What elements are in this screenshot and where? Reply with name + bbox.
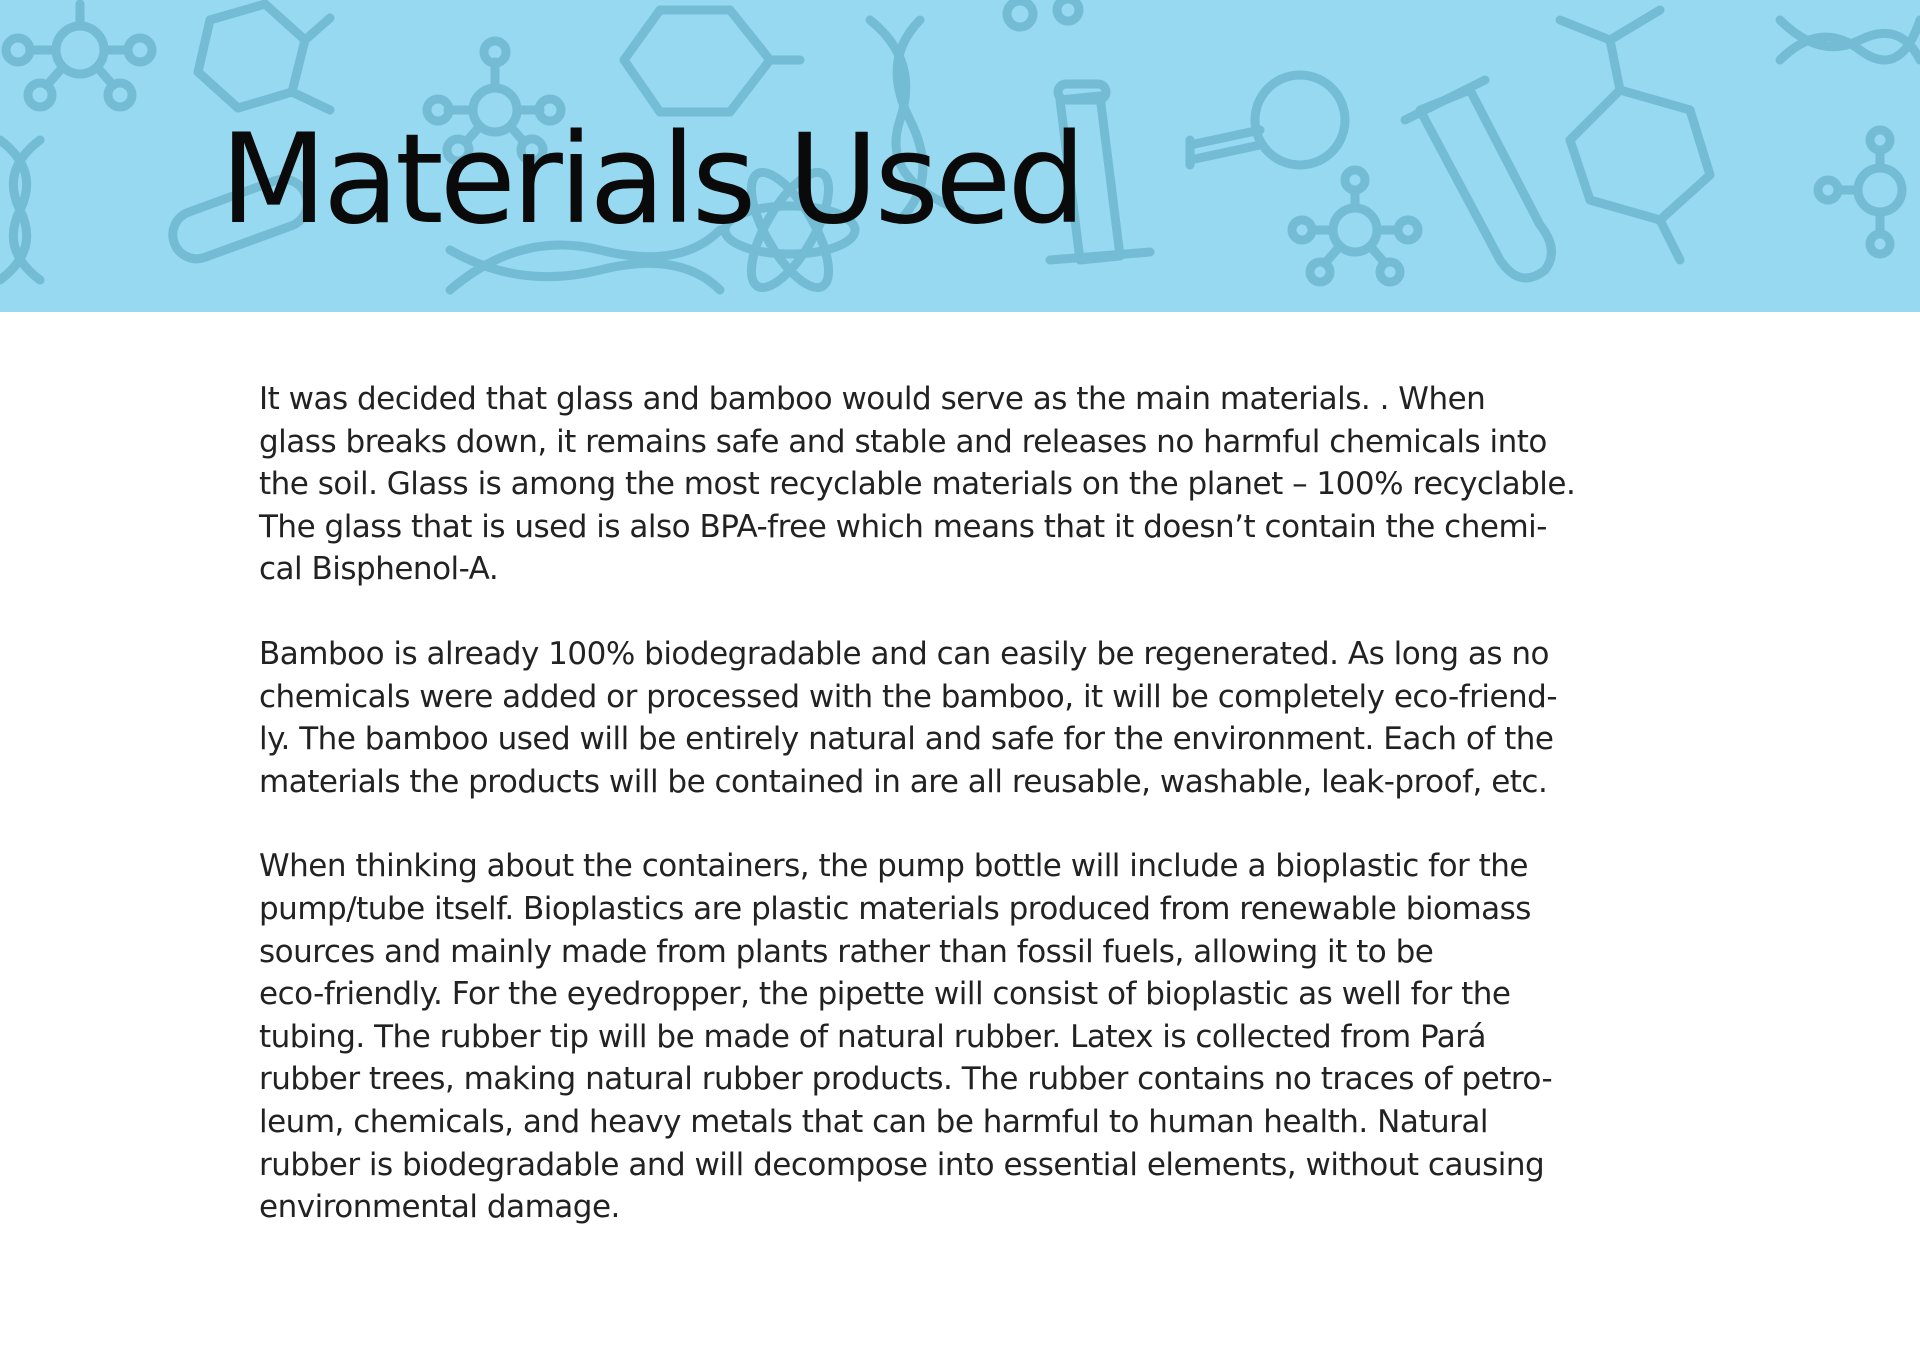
text-line: cal Bisphenol-A.	[259, 551, 499, 588]
text-line: glass breaks down, it remains safe and stable and releases no harmful chemicals into	[259, 423, 1547, 460]
text-line: Bamboo is already 100% biodegradable and can easily be regenerated. As long as no	[259, 635, 1549, 672]
text-line: sources and mainly made from plants rather than fossil fuels, allowing it to be	[259, 933, 1434, 970]
body-text	[259, 378, 1671, 1271]
text-line: eco-friendly. For the eyedropper, the pipette will consist of bioplastic as well for the	[259, 976, 1511, 1013]
text-line: chemicals were added or processed with the bamboo, it will be completely eco-friend-	[259, 678, 1558, 715]
text-line: environmental damage.	[259, 1189, 620, 1226]
text-line: rubber is biodegradable and will decompose into essential elements, without causing	[259, 1146, 1545, 1183]
page-title: Materials Used	[220, 108, 1083, 252]
header-banner	[0, 0, 1920, 312]
text-line: leum, chemicals, and heavy metals that can be harmful to human health. Natural	[259, 1103, 1488, 1140]
text-line: pump/tube itself. Bioplastics are plastic materials produced from renewable biomass	[259, 890, 1531, 927]
text-line: the soil. Glass is among the most recyclable materials on the planet – 100% recyclable.	[259, 466, 1576, 503]
text-line: When thinking about the containers, the pump bottle will include a bioplastic for the	[259, 848, 1529, 885]
paragraph-bamboo	[259, 633, 1671, 803]
paragraph-containers	[259, 845, 1671, 1228]
text-line: The glass that is used is also BPA-free which means that it doesn’t contain the chemi-	[259, 508, 1547, 545]
paragraph-glass	[259, 378, 1671, 591]
text-line: materials the products will be contained in are all reusable, washable, leak-proof, etc.	[259, 763, 1548, 800]
text-line: ly. The bamboo used will be entirely natural and safe for the environment. Each of the	[259, 721, 1554, 758]
text-line: It was decided that glass and bamboo would serve as the main materials. . When	[259, 381, 1486, 417]
text-line: rubber trees, making natural rubber products. The rubber contains no traces of petro-	[259, 1061, 1553, 1098]
text-line: tubing. The rubber tip will be made of natural rubber. Latex is collected from Pará	[259, 1018, 1487, 1055]
